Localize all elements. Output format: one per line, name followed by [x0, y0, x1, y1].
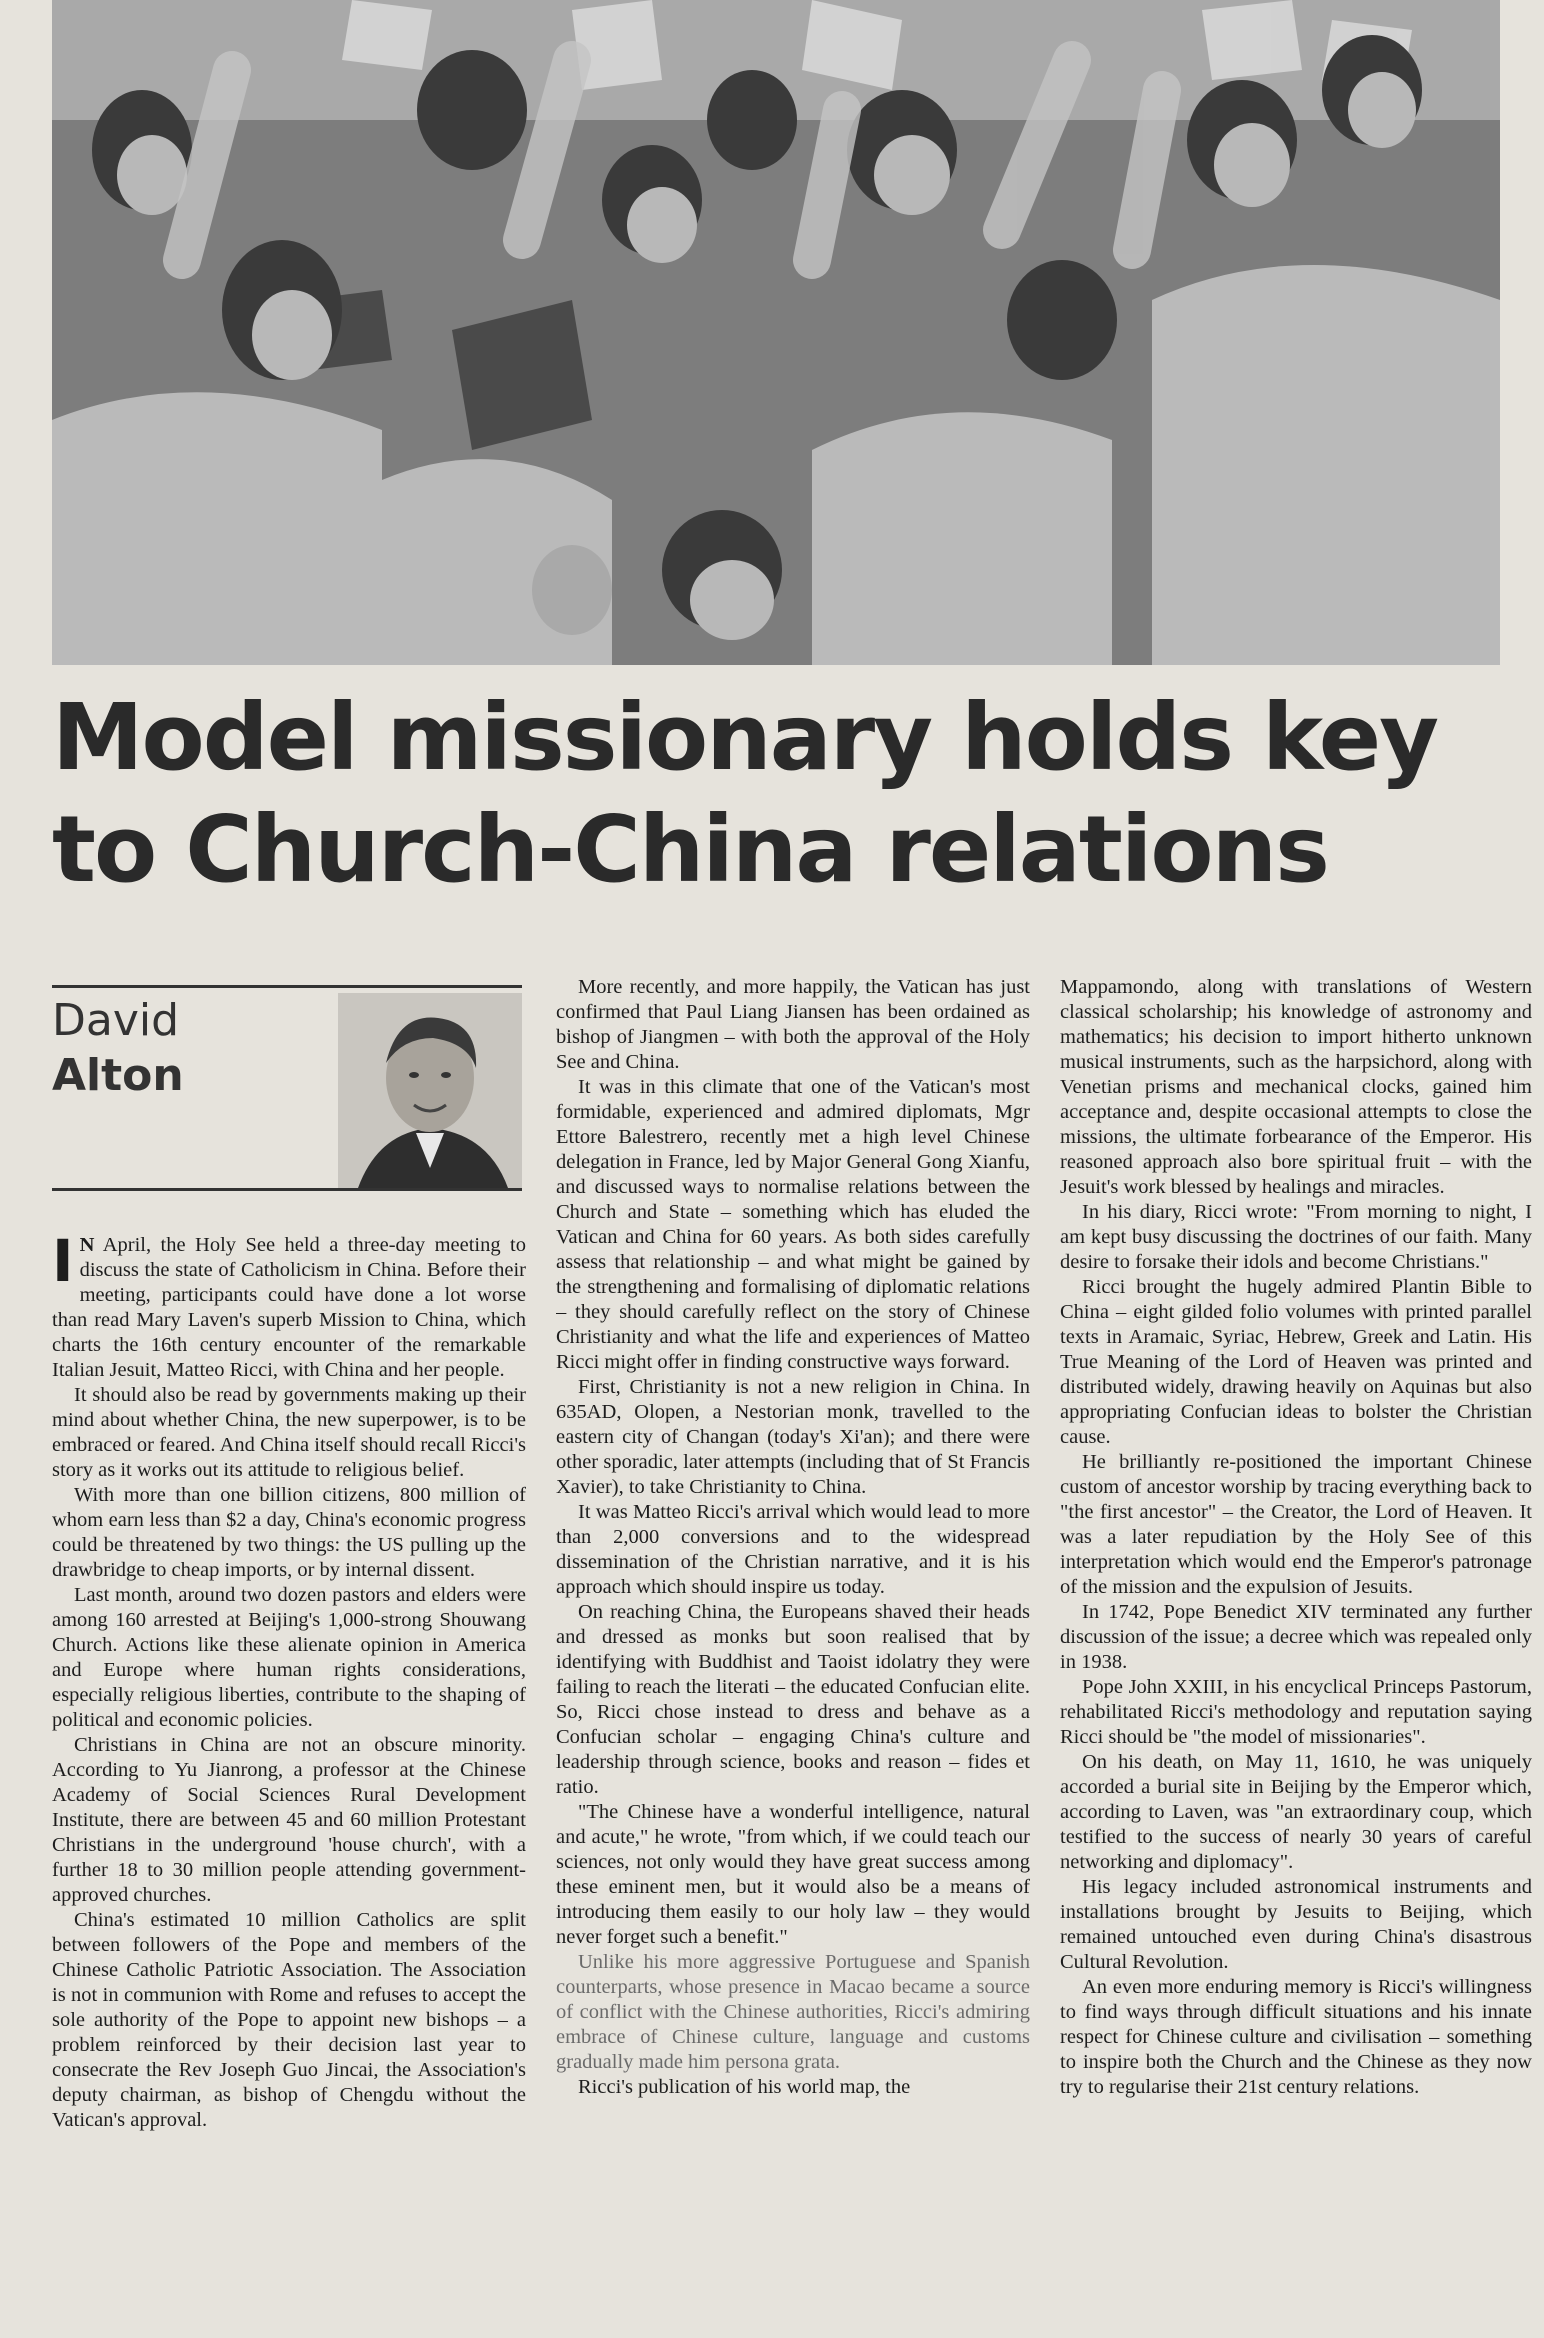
headline-line-2: to Church-China relations: [52, 796, 1328, 903]
paragraph: First, Christianity is not a new religion in China. In 635AD, Olopen, a Nestorian monk, travelled to the eastern city of Changan (today's Xi'an); and there were other sporadic, later attempts (including that of St Francis Xavier), to take Christianity to China.: [556, 1376, 1030, 1498]
paragraph: An even more enduring memory is Ricci's willingness to find ways through difficult situations and his innate respect for Chinese culture and civilisation – something to inspire both the Church and the Chinese as they now try to regularise their 21st century relations.: [1060, 1976, 1532, 2098]
paragraph: "The Chinese have a wonderful intelligence, natural and acute," he wrote, "from which, if we could teach our sciences, not only would they have great success among these eminent men, but it would also be a means of introducing them easily to our holy law – they would never forget such a benefit.": [556, 1801, 1030, 1948]
paragraph: [52, 1233, 526, 1383]
paragraph: On his death, on May 11, 1610, he was uniquely accorded a burial site in Beijing by the Emperor which, according to Laven, was "an extraordinary coup, which testified to the success of nearly 30 years of careful networking and diplomacy".: [1060, 1751, 1532, 1873]
paragraph: With more than one billion citizens, 800 million of whom earn less than $2 a day, China's economic progress could be threatened by two things: the US pulling up the drawbridge to cheap imports, or by internal dissent.: [52, 1484, 526, 1581]
paragraph: In 1742, Pope Benedict XIV terminated any further discussion of the issue; a decree which was repealed only in 1938.: [1060, 1601, 1532, 1673]
paragraph: More recently, and more happily, the Vatican has just confirmed that Paul Liang Jiansen has been ordained as bishop of Jiangmen – with both the approval of the Holy See and China.: [556, 976, 1030, 1073]
paragraph: On reaching China, the Europeans shaved their heads and dressed as monks but soon realised that by identifying with Buddhist and Taoist idolatry they were failing to reach the literati – the educated Confucian elite. So, Ricci chose instead to dress and behave as a Confucian scholar – engaging China's culture and leadership through science, books and reason – fides et ratio.: [556, 1601, 1030, 1798]
paragraph: It was Matteo Ricci's arrival which would lead to more than 2,000 conversions and to the widespread dissemination of the Christian narrative, and it is his approach which should inspire us today.: [556, 1501, 1030, 1598]
paragraph: China's estimated 10 million Catholics are split between followers of the Pope and members of the Chinese Catholic Patriotic Association. The Association is not in communion with Rome and refuses to accept the sole authority of the Pope to appoint new bishops – a problem reinforced by their decision last year to consecrate the Rev Joseph Guo Jincai, the Association's deputy chairman, as bishop of Chengdu without the Vatican's approval.: [52, 1909, 526, 2131]
byline-last-name: Alton: [52, 1050, 184, 1101]
article-column-1: [52, 1233, 526, 2323]
paragraph: Mappamondo, along with translations of Western classical scholarship; his knowledge of astronomy and mathematics; his decision to import hitherto unknown musical instruments, such as the harpsichord, along with Venetian prisms and mechanical clocks, gained him acceptance and, despite occasional attempts to close the missions, the ultimate forbearance of the Emperor. His reasoned approach also bore spiritual fruit – with the Jesuit's work blessed by healings and miracles.: [1060, 976, 1532, 1198]
byline-top-rule: [52, 985, 522, 988]
paragraph: Last month, around two dozen pastors and elders were among 160 arrested at Beijing's 1,000-strong Shouwang Church. Actions like these alienate opinion in America and Europe where human rights considerations, especially religious liberties, contribute to the shaping of political and economic policies.: [52, 1584, 526, 1731]
article-column-2: [556, 975, 1030, 2327]
paragraph: He brilliantly re-positioned the important Chinese custom of ancestor worship by tracing everything back to "the first ancestor" – the Creator, the Lord of Heaven. It was a later repudiation by the Holy See of this interpretation which would end the Emperor's patronage of the mission and the expulsion of Jesuits.: [1060, 1451, 1532, 1598]
paragraph: In his diary, Ricci wrote: "From morning to night, I am kept busy discussing the doctrines of our faith. Many desire to forsake their idols and become Christians.": [1060, 1201, 1532, 1273]
paragraph: Unlike his more aggressive Portuguese and Spanish counterparts, whose presence in Macao became a source of conflict with the Chinese authorities, Ricci's admiring embrace of Chinese culture, language and customs gradually made him persona grata.: [556, 1951, 1030, 2073]
paragraph: Pope John XXIII, in his encyclical Princeps Pastorum, rehabilitated Ricci's methodology and reputation saying Ricci should be "the model of missionaries".: [1060, 1676, 1532, 1748]
author-portrait: [338, 993, 522, 1188]
headline-line-1: Model missionary holds key: [52, 684, 1438, 791]
byline-bottom-rule: [52, 1188, 522, 1191]
paragraph: It was in this climate that one of the Vatican's most formidable, experienced and admired diplomats, Mgr Ettore Balestrero, recently met a high level Chinese delegation in France, led by Major General Gong Xianfu, and discussed ways to normalise relations between the Church and State – something which has eluded the Vatican and China for 60 years. As both sides carefully assess that relationship – and what might be gained by the strengthening and formalising of diplomatic relations – they should carefully reflect on the story of Chinese Christianity and what the life and experiences of Matteo Ricci might offer in finding constructive ways forward.: [556, 1076, 1030, 1373]
paragraph: His legacy included astronomical instruments and installations brought by Jesuits to Beijing, which remained untouched even during China's disastrous Cultural Revolution.: [1060, 1876, 1532, 1973]
drop-cap: I: [52, 1233, 74, 1295]
lead-caps: N: [79, 1234, 95, 1256]
paragraph-text: April, the Holy See held a three-day meeting to discuss the state of Catholicism in China. Before their meeting, participants could have done a lot worse than read Mary Laven's superb Mission to China, which charts the 16th century encounter of the remarkable Italian Jesuit, Matteo Ricci, with China and her people.: [52, 1234, 526, 1381]
crowd-photo: [52, 0, 1500, 665]
byline-first-name: David: [52, 995, 180, 1046]
paragraph: Ricci's publication of his world map, the: [578, 2076, 911, 2098]
article-headline: [52, 682, 1512, 906]
paragraph: Ricci brought the hugely admired Plantin Bible to China – eight gilded folio volumes with printed parallel texts in Aramaic, Syriac, Hebrew, Greek and Latin. His True Meaning of the Lord of Heaven was printed and distributed widely, drawing heavily on Aquinas but also appropriating Confucian ideas to bolster the Christian cause.: [1060, 1276, 1532, 1448]
author-portrait-graphic: [338, 993, 522, 1188]
paragraph: Christians in China are not an obscure minority. According to Yu Jianrong, a professor at the Chinese Academy of Social Sciences Rural Development Institute, there are between 45 and 60 million Protestant Christians in the underground 'house church', with a further 18 to 30 million people attending government-approved churches.: [52, 1734, 526, 1906]
paragraph: It should also be read by governments making up their mind about whether China, the new superpower, is to be embraced or feared. And China itself should recall Ricci's story as it works out its attitude to religious belief.: [52, 1384, 526, 1481]
article-column-3: [1060, 975, 1532, 2327]
crowd-photo-graphic: [52, 0, 1500, 665]
